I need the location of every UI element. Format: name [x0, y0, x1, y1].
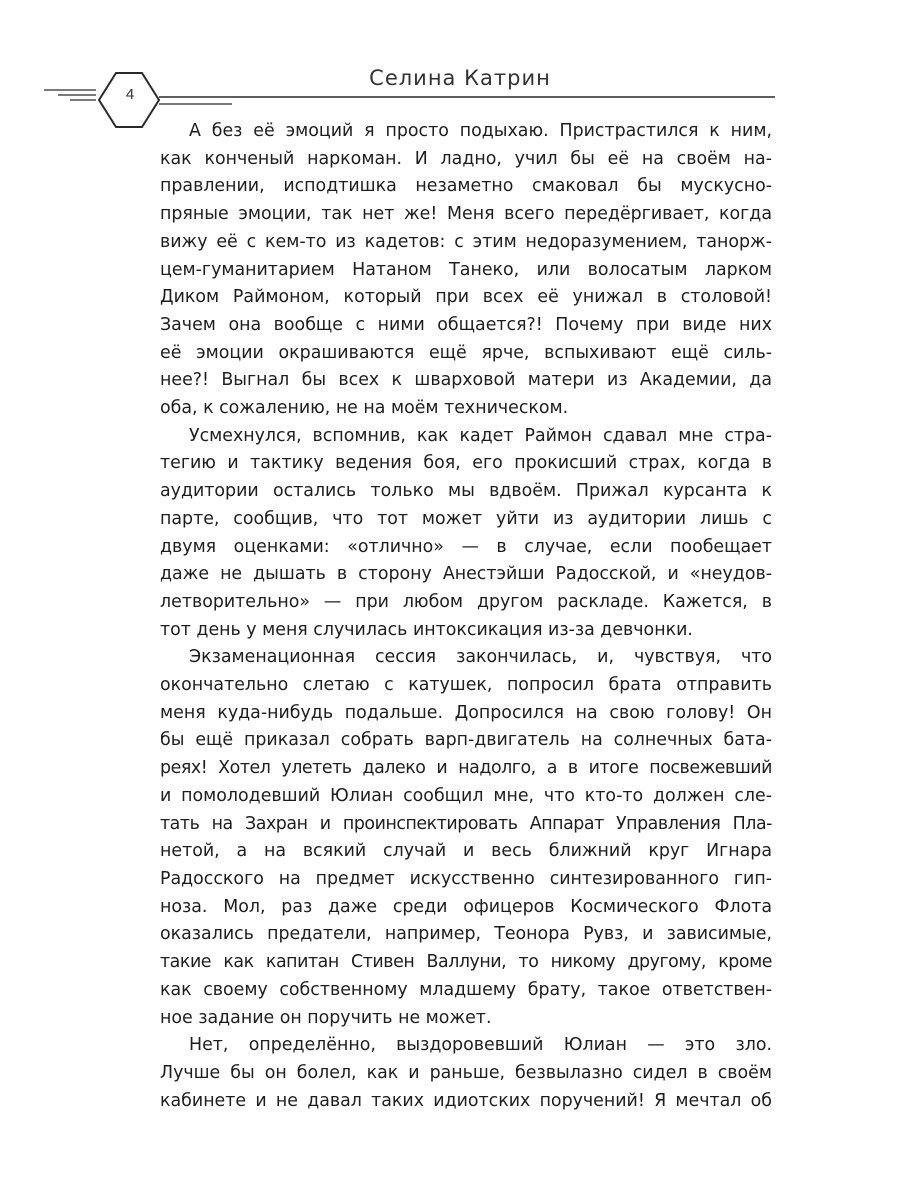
text-line: правлении, исподтишка незаметно смаковал бы мускусно- — [160, 176, 772, 197]
text-line: Усмехнулся, вспомнив, как кадет Раймон сдавал мне стра- — [189, 425, 772, 446]
body-text — [160, 118, 772, 1115]
text-line: А без её эмоций я просто подыхаю. Пристрастился к ним, — [189, 121, 772, 141]
text-line: реях! Хотел улететь далеко и надолго, а в итоге посвежевший — [160, 758, 772, 779]
text-line: Нет, определённо, выздоровевший Юлиан — это зло. — [189, 1035, 772, 1056]
text-line: Лучше бы он болел, как и раньше, безвылазно сидел в своём — [160, 1062, 772, 1083]
text-line: меня куда-нибудь подальше. Допросился на свою голову! Он — [160, 702, 772, 723]
text-line: кабинете и не давал таких идиотских поручений! Я мечтал об — [160, 1090, 772, 1111]
text-line: нее?! Выгнал бы всех к шварховой матери из Академии, да — [160, 370, 772, 391]
text-line: Зачем она вообще с ними общается?! Почему при виде них — [160, 314, 772, 335]
text-line: как конченый наркоман. И ладно, учил бы её на своём на- — [160, 148, 772, 169]
author-name: Селина Катрин — [369, 66, 551, 90]
text-line: Радосского на предмет искусственно синтезированного гип- — [160, 868, 772, 889]
text-line: тать на Захран и проинспектировать Аппарат Управления Пла- — [160, 813, 772, 834]
text-line: вижу её с кем-то из кадетов: с этим недоразумением, танорж- — [160, 231, 772, 252]
text-line: цем-гуманитарием Натаном Танеко, или волосатым ларком — [160, 259, 772, 280]
text-line: ноза. Мол, раз даже среди офицеров Космического Флота — [160, 896, 772, 917]
text-line: окончательно слетаю с катушек, попросил брата отправить — [160, 675, 772, 696]
text-line: Экзаменационная сессия закончилась, и, чувствуя, что — [189, 647, 772, 668]
running-header — [0, 0, 900, 135]
text-line: бы ещё приказал собрать варп-двигатель на солнечных бата- — [160, 730, 772, 751]
text-line: такие как капитан Стивен Валлуни, то никому другому, кроме — [160, 952, 772, 973]
text-line: ное задание он поручить не может. — [160, 1007, 492, 1028]
text-line: тегию и тактику ведения боя, его прокисший страх, когда в — [160, 453, 772, 474]
text-line: Диком Раймоном, который при всех её унижал в столовой! — [160, 287, 772, 308]
text-line: парте, сообщив, что тот может уйти из аудитории лишь с — [160, 508, 772, 529]
text-line: её эмоции окрашиваются ещё ярче, вспыхивают ещё силь- — [160, 342, 772, 363]
text-line: оказались предатели, например, Теонора Рувз, и зависимые, — [160, 924, 772, 945]
text-line: нетой, а на всякий случай и весь ближний круг Игнара — [160, 841, 772, 862]
text-line: оба, к сожалению, не на моём техническом. — [160, 398, 569, 419]
text-line: аудитории остались только мы вдвоём. Прижал курсанта к — [160, 481, 772, 502]
text-line: пряные эмоции, так нет же! Меня всего передёргивает, когда — [160, 204, 772, 225]
text-line: летворительно» — при любом другом раскладе. Кажется, в — [160, 591, 772, 612]
text-line: даже не дышать в сторону Анестэйши Радосской, и «неудов- — [160, 564, 772, 585]
text-line: тот день у меня случилась интоксикация из-за девчонки. — [160, 619, 693, 640]
text-line: как своему собственному младшему брату, такое ответствен- — [160, 979, 772, 1000]
page-number: 4 — [125, 86, 135, 103]
text-line: двумя оценками: «отлично» — в случае, если пообещает — [160, 536, 772, 557]
text-line: и помолодевший Юлиан сообщил мне, что кто-то должен сле- — [160, 785, 772, 806]
